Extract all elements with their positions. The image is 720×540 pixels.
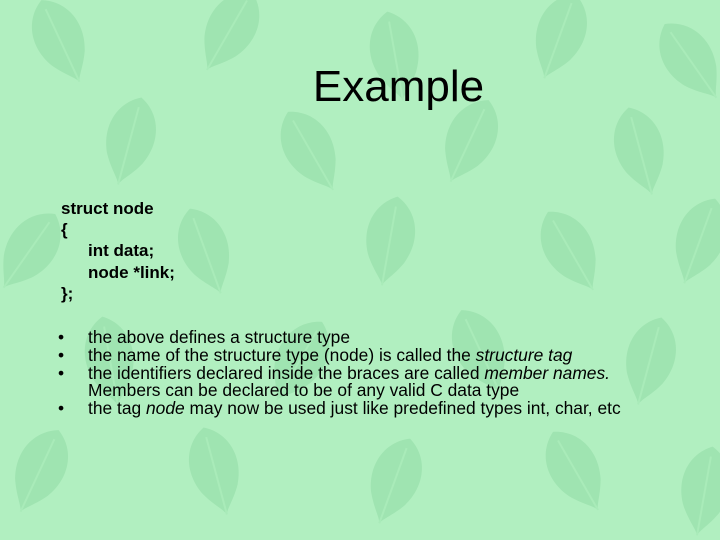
code-line: node *link; [88,262,175,282]
bullet-emphasis: node [146,398,185,419]
bullet-list [58,329,658,418]
bullet-icon: • [58,362,65,383]
slide-title [0,60,720,114]
bullet-item [58,400,658,418]
code-line: }; [61,283,74,303]
bullet-icon: • [58,398,65,419]
bullet-item [58,362,658,401]
bullet-text: the tag [88,398,147,419]
slide-title-text: Example [312,62,485,111]
bullet-icon: • [58,327,65,347]
bullet-text: the name of the structure type (node) is called the [88,344,476,365]
bullet-emphasis: structure tag [475,344,573,365]
bullet-text: the above defines a structure type [88,327,350,347]
bullet-icon: • [58,344,65,365]
code-line: struct node [61,199,154,218]
code-block [61,198,175,304]
code-line: int data; [88,241,155,261]
code-line: { [61,220,68,240]
bullet-text-tail: may now be used just like predefined types int, char, etc [184,398,621,419]
bullet-emphasis: member names. [484,362,610,383]
bullet-text: the identifiers declared inside the braces are called [88,362,485,383]
bullet-text-tail: Members can be declared to be of any valid C data type [88,380,520,401]
